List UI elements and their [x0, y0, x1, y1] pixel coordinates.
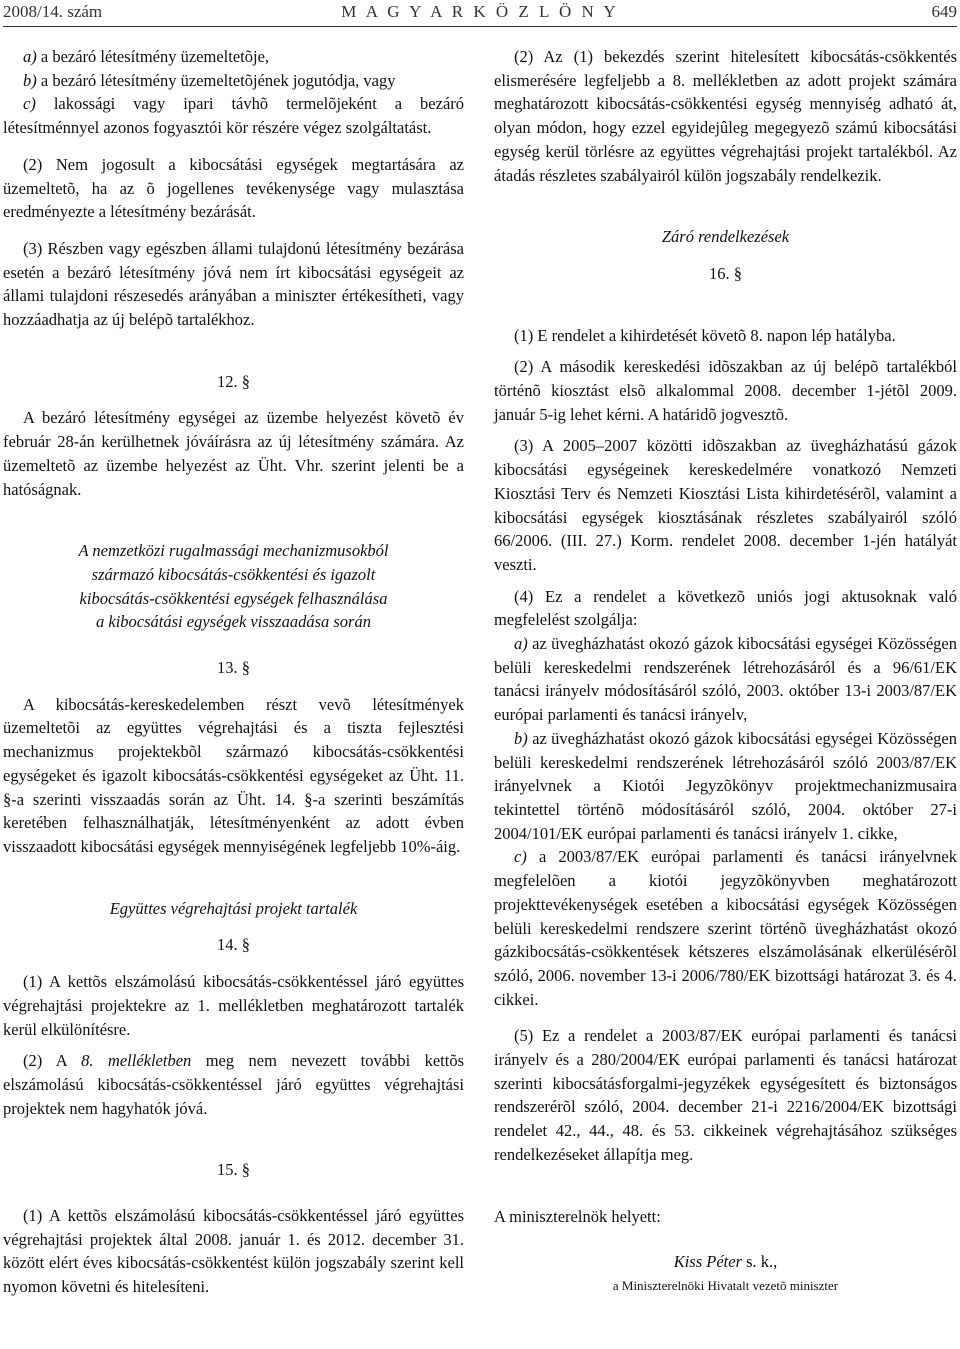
- paragraph: (1) E rendelet a kihirdetését követõ 8. napon lép hatályba.: [514, 325, 896, 345]
- publication-title: M A G Y A R K Ö Z L Ö N Y: [341, 2, 619, 21]
- paragraph: [3, 1049, 464, 1120]
- item-text: lakossági vagy ipari távhõ termelõjeként a bezáró létesítménnyel azonos fogyasztói kör részére végez szolgáltatást.: [3, 94, 465, 138]
- section-number: 16. §: [709, 263, 742, 283]
- signer-name: Kiss Péter: [673, 1252, 742, 1272]
- paragraph: (2) A második kereskedési idõszakban az új belépõ tartalékból történõ kiosztást elsõ alkalommal 2008. december 1-jétõl 2009. január 5-ig lehet kérni. A határidõ jogvesztõ.: [494, 357, 957, 424]
- section-number: 12. §: [217, 371, 250, 391]
- paragraph: (3) A 2005–2007 közötti idõszakban az üvegházhatású gázok kibocsátási egységeinek kereskedelmére vonatkozó Nemzeti Kiosztási Terv és Nemzeti Kiosztási Lista kihirdetésérõl, valamint a kibocsátási egységek kiosztásának részletes szabályairól szóló 66/2006. (III. 27.) Korm. rendelet 2008. december 1-jén hatályát veszti.: [494, 436, 957, 574]
- page-header: [3, 0, 957, 24]
- paragraph: A kibocsátás-kereskedelemben részt vevõ létesítmények üzemeltetõi az együttes végrehajtási és a tiszta fejlesztési mechanizmus projektekbõl származó kibocsátás-csökkentési egységeket és igazolt kibocsátás-csökkentési egységeket az Üht. 11. §-a szerinti visszaadás során az Üht. 14. §-a szerinti beszámítás keretében felhasználhatják, létesítményenként az adott évben visszaadott kibocsátási egységek mennyiségének legfeljebb 10%-áig.: [3, 694, 464, 856]
- item-text: a 2003/87/EK európai parlamenti és tanácsi irányelvnek megfelelõen a kiotói jegyzõkönyvben meghatározott projekttevékenységek esetében a kibocsátási egységek Közösségen belüli kereskedelmi rendszere szerint történõ üvegházhatást okozó gázkibocsátás-csökkentések kétszeres elszámolásának elkerülésérõl szóló, 2006. november 13-i 2006/780/EK bizottsági határozat 3. és 4. cikkei.: [494, 847, 958, 1009]
- item-label: b): [23, 70, 37, 90]
- right-column: [494, 45, 957, 1298]
- item-label: b): [514, 728, 528, 748]
- annex-reference: 8. mellékletben: [81, 1051, 192, 1071]
- item-label: a): [514, 634, 528, 654]
- paragraph: (3) Részben vagy egészben állami tulajdonú létesítmény bezárása esetén a bezáró létesítmény jóvá nem írt kibocsátási egységeit az állami tulajdoni részesedés arányában a miniszter értékesítheti, vagy hozzáadhatja az új belépõ tartalékhoz.: [3, 238, 464, 330]
- paragraph: (5) Ez a rendelet a 2003/87/EK európai parlamenti és tanácsi irányelv és a 280/2004/EK európai parlamenti és tanácsi határozat szerinti kibocsátásforgalmi-jegyzékek egységesített és biztonságos rendszerérõl szóló, 2004. december 21-i 2216/2004/EK bizottsági rendelet 42., 44., 48. és 53. cikkeinek végrehajtásához szükséges rendelkezéseket állapítja meg.: [494, 1026, 957, 1164]
- header-rule: [3, 26, 957, 27]
- section-heading: Záró rendelkezések: [661, 227, 790, 247]
- section-heading: a kibocsátási egységek visszaadása során: [96, 612, 371, 632]
- paragraph: A bezáró létesítmény egységei az üzembe helyezést követõ év február 28-án kerülhetnek jóváírásra az új létesítmény számára. Az üzemeltetõ az üzembe helyezést az Üht. Vhr. szerint jelenti be a hatóságnak.: [3, 408, 464, 499]
- section-heading: kibocsátás-csökkentési egységek felhasználása: [79, 588, 388, 608]
- item-text: a bezáró létesítmény üzemeltetõje,: [40, 47, 270, 66]
- signature-intro: A miniszterelnök helyett:: [494, 1206, 661, 1226]
- item-label: c): [23, 94, 36, 114]
- paragraph: (1) A kettõs elszámolású kibocsátás-csökkentéssel járó együttes végrehajtási projektekre az 1. mellékletben meghatározott tartalék kerül elkülönítésre.: [3, 972, 464, 1039]
- text-run: meg nem nevezett további kettõs elszámolású kibocsátás-csökkentéssel járó együttes végrehajtási projektek nem hagyhatók jóvá.: [3, 1051, 464, 1118]
- list-item-a: [3, 45, 464, 69]
- paragraph: (2) Nem jogosult a kibocsátási egységek megtartására az üzemeltetõ, ha az õ jogellenes tevékenysége vagy mulasztása eredményezte a létesítmény bezárását.: [3, 154, 464, 222]
- signer-title: a Miniszterelnöki Hivatalt vezetõ miniszter: [612, 1277, 839, 1293]
- section-heading: Együttes végrehajtási projekt tartalék: [109, 898, 358, 918]
- section-number: 13. §: [217, 658, 250, 678]
- signer-suffix: s. k.,: [742, 1252, 778, 1272]
- section-number: 14. §: [217, 935, 250, 955]
- paragraph: (2) Az (1) bekezdés szerint hitelesített kibocsátás-csökkentés elismerésére legfeljebb a 8. mellékletben az adott projekt számára meghatározott kibocsátás-csökkentési egység mennyiség adható át, olyan módon, hogy ezzel egyidejûleg megegyezõ számú kibocsátási egység kerül törlésre az együttes végrehajtási projekt tartalékból. Az átadás részletes szabályairól külön jogszabály rendelkezik.: [494, 47, 957, 185]
- item-text: az üvegházhatást okozó gázok kibocsátási egységei Közösségen belüli kereskedelmi rendszerének létrehozásáról és a 96/61/EK tanácsi irányelv módosításáról szóló, 2003. október 13-i 2003/87/EK európai parlamenti és tanácsi irányelv,: [494, 634, 957, 725]
- section-number: 15. §: [217, 1160, 250, 1180]
- item-text: az üvegházhatást okozó gázok kibocsátási egységei Közösségen belüli kereskedelmi rendszerének létrehozásáról szóló 2003/87/EK irányelvnek a Kiotói Jegyzõkönyv projektmechanizmusaira tekintettel történõ módosításáról szóló, 2004. október 27-i 2004/101/EK európai parlamenti és tanácsi irányelv 1. cikke,: [494, 728, 957, 843]
- signature-block: [494, 1250, 957, 1274]
- item-label: c): [514, 847, 527, 867]
- list-item-a: [494, 632, 957, 727]
- list-item-c: [494, 845, 957, 1011]
- list-item-b: [3, 69, 464, 93]
- text-run: (2) A: [23, 1051, 82, 1071]
- left-column: [3, 45, 464, 1299]
- section-heading: származó kibocsátás-csökkentési és igazolt: [91, 564, 376, 584]
- paragraph: (1) A kettõs elszámolású kibocsátás-csökkentéssel járó együttes végrehajtási projektek által 2008. január 1. és 2012. december 31. között elért éves kibocsátás-csökkentést külön jogszabály szerint kell nyomon követni és hitelesíteni.: [3, 1206, 464, 1297]
- paragraph: (4) Ez a rendelet a következõ uniós jogi aktusoknak való megfelelést szolgálja:: [494, 586, 957, 630]
- list-item-b: [494, 727, 957, 846]
- list-item-c: [3, 92, 464, 139]
- section-heading: A nemzetközi rugalmassági mechanizmusokból: [78, 541, 389, 561]
- page-number: 649: [931, 2, 957, 21]
- item-label: a): [23, 47, 37, 66]
- item-text: a bezáró létesítmény üzemeltetõjének jogutódja, vagy: [40, 70, 396, 90]
- issue-number: 2008/14. szám: [3, 2, 103, 21]
